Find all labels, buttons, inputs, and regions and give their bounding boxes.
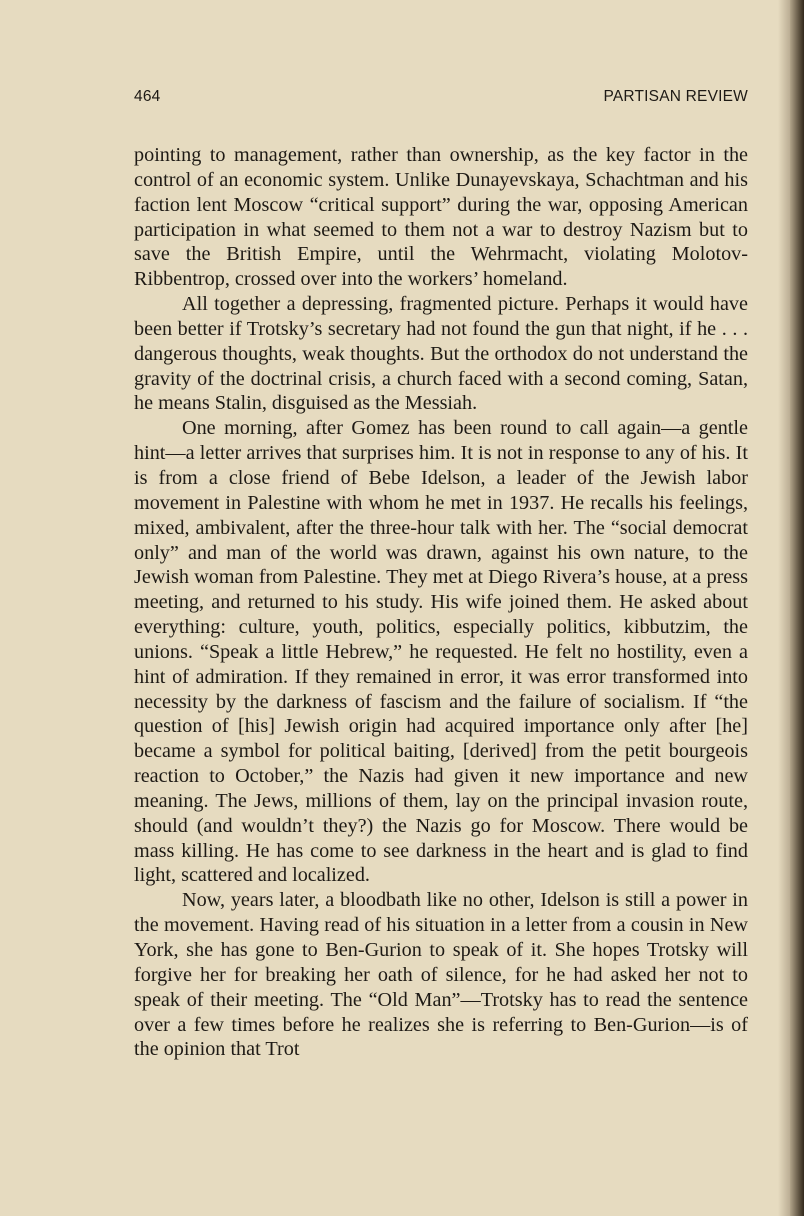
page-edge-shadow [778,0,804,1216]
running-head [134,88,748,112]
body-text [134,143,748,1062]
paragraph: All together a depressing, fragmented picture. Perhaps it would have been better if Trotsky’s secretary had not found the gun that night, if he . . . dangerous thoughts, weak thoughts. But the orthodox do not understand the gravity of the doctrinal crisis, a church faced with a second coming, Satan, he means Stalin, disguised as the Messiah. [134,293,748,415]
journal-title: PARTISAN REVIEW [603,88,748,105]
paragraph: Now, years later, a bloodbath like no other, Idelson is still a power in the movement. Having read of his situation in a letter from a cousin in New York, she has gone to Ben-Gurion to speak of it. She hopes Trotsky will forgive her for breaking her oath of silence, for he had asked her not to speak of their meeting. The “Old Man”—Trotsky has to read the sentence over a few times before he realizes she is referring to Ben-Gurion—is of the opinion that Trot [134,889,748,1061]
paragraph: One morning, after Gomez has been round to call again—a gentle hint—a letter arrives that surprises him. It is not in response to any of his. It is from a close friend of Bebe Idelson, a leader of the Jewish labor movement in Palestine with whom he met in 1937. He recalls his feelings, mixed, ambivalent, after the three-hour talk with her. The “social democrat only” and man of the world was drawn, against his own nature, to the Jewish woman from Palestine. They met at Diego Rivera’s house, at a press meeting, and returned to his study. His wife joined them. He asked about everything: culture, youth, politics, especially politics, kibbutzim, the unions. “Speak a little Hebrew,” he requested. He felt no hostility, even a hint of admiration. If they remained in error, it was error transformed into necessity by the darkness of fascism and the failure of socialism. If “the question of [his] Jewish origin had acquired importance only after [he] became a symbol for political baiting, [derived] from the petit bourgeois reaction to October,” the Nazis had given it new importance and new meaning. The Jews, millions of them, lay on the principal invasion route, should (and wouldn’t they?) the Nazis go for Moscow. There would be mass killing. He has come to see darkness in the heart and is glad to find light, scattered and localized. [134,417,748,887]
page-number: 464 [134,88,161,105]
paragraph: pointing to management, rather than ownership, as the key factor in the control of an economic system. Unlike Dunayevskaya, Schachtman and his faction lent Moscow “critical support” during the war, opposing American participation in what seemed to them not a war to destroy Nazism but to save the British Empire, until the Wehrmacht, violating Molotov-Ribbentrop, crossed over into the workers’ homeland. [134,144,748,291]
